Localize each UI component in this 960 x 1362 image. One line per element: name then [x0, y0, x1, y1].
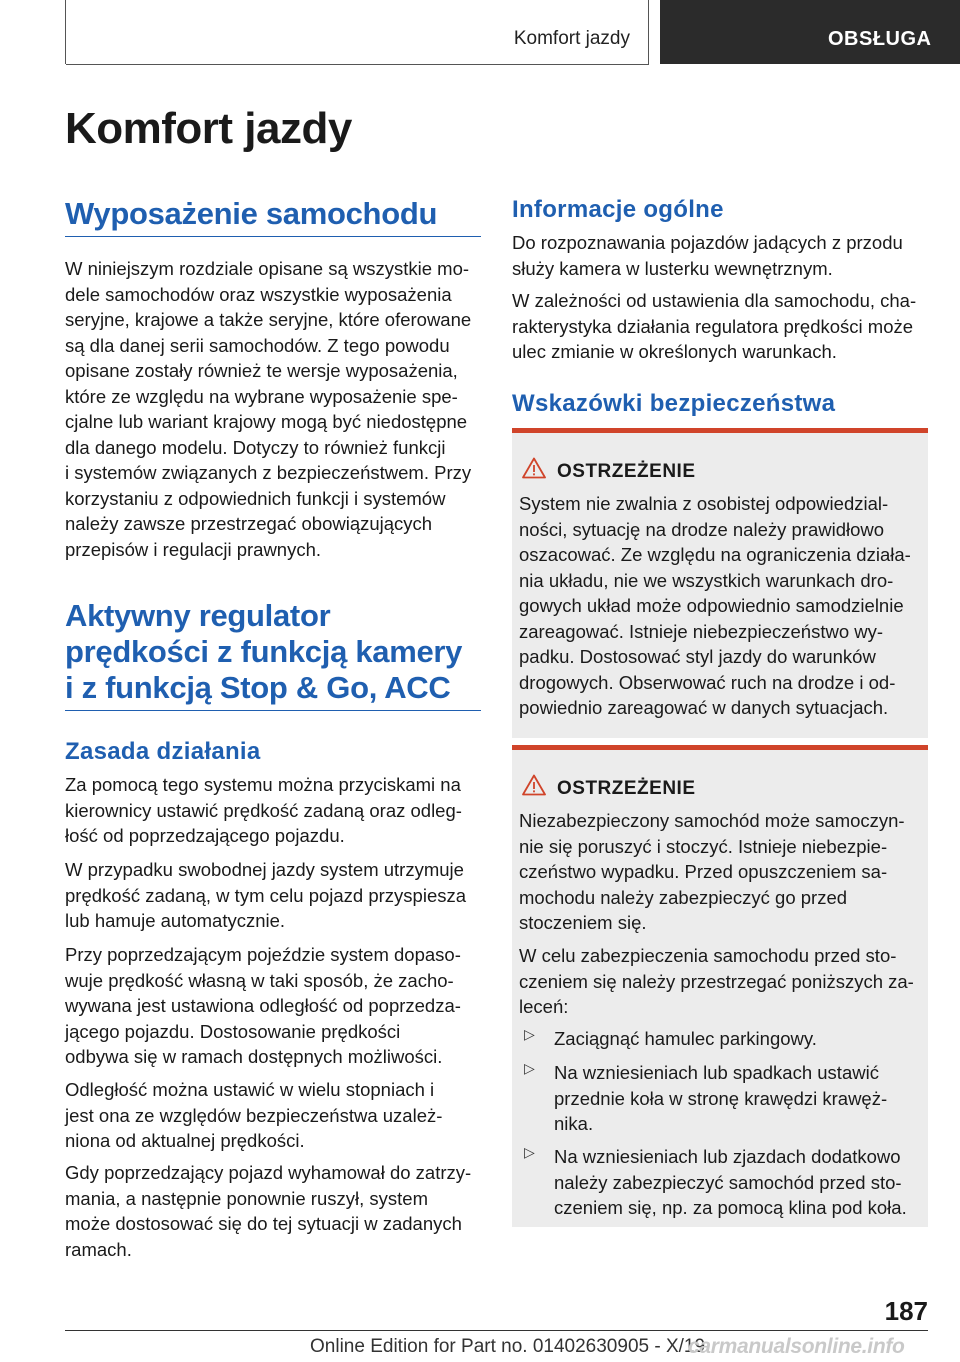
text-line: Zaciągnąć hamulec parkingowy.: [554, 1028, 817, 1049]
text-line: ramach.: [65, 1238, 132, 1260]
warning-box-1: [512, 428, 928, 738]
subsection-title-principle: Zasada działania: [65, 738, 261, 765]
text-line: powiednio zareagować w danych sytuacjach.: [519, 697, 889, 718]
warning-heading: OSTRZEŻENIE: [557, 461, 696, 482]
text-line: czeństwo wypadku. Przed opuszczeniem sa‐: [519, 861, 888, 882]
text-line: System nie zwalnia z osobistej odpowiedzial‐: [519, 493, 889, 514]
warning-text-1: [519, 491, 921, 721]
text-line: opisane zostały również te wersje wyposażenia,: [65, 360, 458, 381]
section-title-acc: [65, 598, 481, 706]
principle-p1: [65, 772, 481, 849]
footer-watermark: carmanualsonline.info: [688, 1335, 905, 1358]
text-line: leceń:: [519, 996, 569, 1017]
text-line: W przypadku swobodnej jazdy system utrzymuje: [65, 859, 464, 880]
text-line: przepisów i regulacji prawnych.: [65, 538, 322, 560]
text-line: należy zawsze przestrzegać obowiązujących: [65, 513, 433, 534]
text-line: W celu zabezpieczenia samochodu przed sto‐: [519, 945, 897, 966]
title-line: Aktywny regulator: [65, 598, 331, 633]
warning-heading: OSTRZEŻENIE: [557, 778, 696, 799]
text-line: i systemów związanych z bezpieczeństwem. Przy: [65, 462, 472, 483]
text-line: Gdy poprzedzający pojazd wyhamował do zatrzy‐: [65, 1162, 472, 1183]
text-line: należy zabezpieczyć samochód przed sto‐: [554, 1171, 902, 1193]
text-line: łość od poprzedzającego pojazdu.: [65, 825, 345, 846]
subsection-title-general: Informacje ogólne: [512, 196, 724, 223]
footer-rule: [65, 1330, 928, 1331]
text-line: cjalne lub wariant krajowy mogą być niedostępne: [65, 411, 468, 432]
text-line: W zależności od ustawienia dla samochodu, cha‐: [512, 290, 917, 311]
text-line: dele samochodów oraz wszystkie wyposażenia: [65, 283, 452, 305]
text-line: Przy poprzedzającym pojeździe system dopaso‐: [65, 944, 461, 965]
warning-triangle-icon: [522, 457, 546, 479]
text-line: niona od aktualnej prędkości.: [65, 1130, 305, 1151]
bullet-triangle-icon: ▷: [524, 1144, 535, 1160]
page-title: Komfort jazdy: [65, 104, 352, 153]
header-section-title: Komfort jazdy: [513, 28, 630, 49]
header-chapter-tab: [660, 0, 960, 64]
principle-p4: [65, 1077, 481, 1154]
general-p2: [512, 288, 928, 365]
subsection-title-safety: Wskazówki bezpieczeństwa: [512, 390, 836, 417]
page-number: 187: [884, 1296, 928, 1326]
bullet-triangle-icon: ▷: [524, 1060, 535, 1076]
text-line: ulec zmianie w określonych warunkach.: [512, 341, 837, 362]
warning-triangle-icon: [522, 774, 546, 796]
text-line: nie się poruszyć i stoczyć. Istnieje niebezpie‐: [519, 835, 888, 857]
text-line: ności, sytuację na drodze należy prawidłowo: [519, 518, 885, 540]
text-line: padku. Dostosować styl jazdy do warunków: [519, 646, 876, 667]
text-line: które ze względu na wybrane wyposażenie spe‐: [65, 385, 458, 407]
section-rule: [65, 236, 481, 237]
text-line: przednie koła w stronę krawędzi krawęż‐: [554, 1087, 888, 1109]
text-line: gowych układ może odpowiednio samodzielnie: [519, 595, 904, 616]
text-line: Na wzniesieniach lub zjazdach dodatkowo: [554, 1146, 901, 1167]
equipment-paragraph: [65, 256, 481, 562]
text-line: W niniejszym rozdziale opisane są wszystkie mo‐: [65, 258, 470, 279]
text-line: drogowych. Obserwować ruch na drodze i od‐: [519, 671, 896, 693]
text-line: może dostosować się do tej sytuacji w zadanych: [65, 1213, 462, 1234]
text-line: stoczeniem się.: [519, 912, 647, 933]
title-line: i z funkcją Stop & Go, ACC: [65, 670, 451, 705]
general-p1: [512, 230, 928, 281]
text-line: zareagować. Istnieje niebezpieczeństwo wy‐: [519, 620, 884, 642]
text-line: oszacować. Ze względu na ograniczenia działa‐: [519, 544, 911, 565]
principle-p3: [65, 942, 481, 1070]
text-line: wywana jest ustawiona odległość od poprzedza‐: [65, 995, 461, 1016]
text-line: mania, a następnie ponownie ruszył, system: [65, 1187, 428, 1209]
principle-p2: [65, 857, 481, 934]
text-line: czeniem się należy przestrzegać poniższych za‐: [519, 970, 914, 992]
text-line: Odległość można ustawić w wielu stopniach i: [65, 1079, 435, 1100]
text-line: seryjne, krajowe a także seryjne, które oferowane: [65, 309, 472, 330]
principle-p5: [65, 1160, 481, 1262]
text-line: czeniem się, np. za pomocą klina pod koła.: [554, 1197, 907, 1218]
text-line: prędkość zadaną, w tym celu pojazd przyspiesza: [65, 884, 467, 906]
text-line: mochodu należy zabezpieczyć go przed: [519, 886, 848, 908]
text-line: jącego pojazdu. Dostosowanie prędkości: [65, 1020, 401, 1042]
header-chapter-label: OBSŁUGA: [828, 28, 932, 50]
text-line: Na wzniesieniach lub spadkach ustawić: [554, 1062, 879, 1083]
text-line: Za pomocą tego systemu można przyciskami na: [65, 774, 461, 795]
text-line: rakterystyka działania regulatora prędkości może: [512, 315, 914, 337]
text-line: są dla danej serii samochodów. Z tego powodu: [65, 334, 450, 356]
title-line: prędkości z funkcją kamery: [65, 634, 463, 669]
warning-box-2: [512, 745, 928, 1227]
text-line: lub hamuje automatycznie.: [65, 910, 286, 931]
text-line: służy kamera w lusterku wewnętrznym.: [512, 257, 833, 279]
text-line: nika.: [554, 1113, 594, 1134]
footer-edition: Online Edition for Part no. 01402630905 - X/19: [310, 1336, 706, 1357]
section-title-equipment: Wyposażenie samochodu: [65, 196, 438, 231]
text-line: odbywa się w ramach dostępnych możliwości.: [65, 1046, 443, 1067]
header-section-box: [66, 0, 649, 65]
text-line: jest ona ze względów bezpieczeństwa uzależ‐: [65, 1104, 443, 1126]
section-rule: [65, 710, 481, 711]
bullet-triangle-icon: ▷: [524, 1026, 535, 1042]
text-line: dla danego modelu. Dotyczy to również funkcji: [65, 436, 446, 458]
text-line: Niezabezpieczony samochód może samoczyn‐: [519, 810, 905, 831]
text-line: Do rozpoznawania pojazdów jadących z przodu: [512, 232, 903, 253]
text-line: nia układu, nie we wszystkich warunkach dro‐: [519, 569, 894, 591]
warning-text-2b: [519, 943, 921, 1020]
text-line: korzystaniu z odpowiednich funkcji i systemów: [65, 487, 446, 509]
text-line: kierownicy ustawić prędkość zadaną oraz odleg‐: [65, 799, 462, 821]
warning-text-2: [519, 808, 921, 936]
text-line: wuje prędkość własną w taki sposób, że zacho‐: [65, 969, 454, 991]
